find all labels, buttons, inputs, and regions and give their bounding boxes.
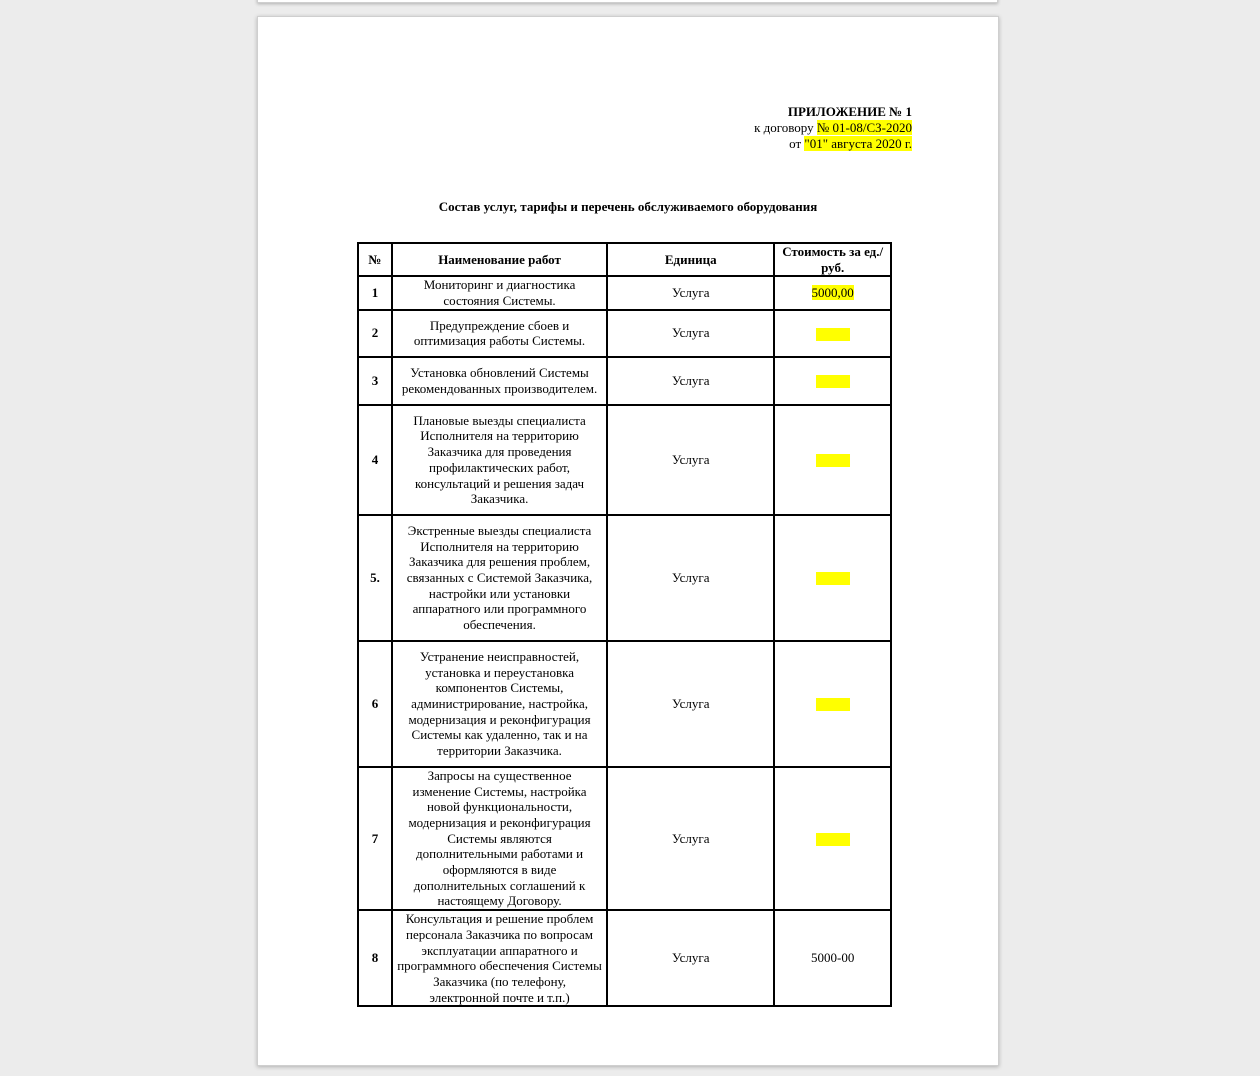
row-number: 7 <box>358 767 392 910</box>
contract-prefix: к договору <box>754 120 817 135</box>
row-price-cell <box>774 276 891 309</box>
row-unit: Услуга <box>607 405 774 515</box>
table-body <box>358 276 891 1006</box>
row-work-name: Установка обновлений Системы рекомендованных производителем. <box>392 357 607 405</box>
row-work-name: Мониторинг и диагностика состояния Системы. <box>392 276 607 309</box>
row-unit: Услуга <box>607 357 774 405</box>
row-work-name: Предупреждение сбоев и оптимизация работы Системы. <box>392 310 607 357</box>
document-title: Состав услуг, тарифы и перечень обслуживаемого оборудования <box>438 199 818 214</box>
header-price: Стоимость за ед./руб. <box>774 243 891 276</box>
date-prefix: от <box>789 136 805 151</box>
table-row <box>358 405 891 515</box>
row-unit: Услуга <box>607 276 774 309</box>
row-unit: Услуга <box>607 310 774 357</box>
row-number: 8 <box>358 910 392 1006</box>
row-number: 6 <box>358 641 392 767</box>
row-unit: Услуга <box>607 515 774 641</box>
contract-line <box>754 120 912 136</box>
row-work-name: Плановые выезды специалиста Исполнителя на территорию Заказчика для проведения профилактических работ, консультаций и решения задач Заказчика. <box>392 405 607 515</box>
previous-page-edge <box>257 0 998 3</box>
row-number: 3 <box>358 357 392 405</box>
row-number: 2 <box>358 310 392 357</box>
table-row <box>358 515 891 641</box>
row-price-cell <box>774 641 891 767</box>
row-price-cell <box>774 767 891 910</box>
price-blank-highlight <box>816 328 850 341</box>
price-blank-highlight <box>816 833 850 846</box>
price-blank-highlight <box>816 698 850 711</box>
table-row <box>358 276 891 309</box>
contract-number: № 01-08/СЗ-2020 <box>816 120 912 135</box>
row-number: 1 <box>358 276 392 309</box>
row-number: 4 <box>358 405 392 515</box>
contract-date: "01" августа 2020 г. <box>804 136 912 151</box>
row-number: 5. <box>358 515 392 641</box>
row-price-cell <box>774 357 891 405</box>
table-row <box>358 910 891 1006</box>
table-row <box>358 357 891 405</box>
row-work-name: Экстренные выезды специалиста Исполнителя на территорию Заказчика для решения проблем, связанных с Системой Заказчика, настройки или установки аппаратного или программного обеспечения. <box>392 515 607 641</box>
table-row <box>358 767 891 910</box>
table-row <box>358 641 891 767</box>
table-row <box>358 310 891 357</box>
price-blank-highlight <box>816 375 850 388</box>
row-unit: Услуга <box>607 910 774 1006</box>
document-page <box>257 16 999 1066</box>
row-price: 5000-00 <box>810 950 855 966</box>
header-num: № <box>358 243 392 276</box>
price-blank-highlight <box>816 454 850 467</box>
header-name: Наименование работ <box>392 243 607 276</box>
row-price-cell <box>774 910 891 1006</box>
row-unit: Услуга <box>607 641 774 767</box>
row-work-name: Запросы на существенное изменение Системы, настройка новой функциональности, модернизация и реконфигурация Системы являются дополнительными работами и оформляются в виде дополнительных соглашений к настоящему Договору. <box>392 767 607 910</box>
date-line <box>754 136 912 152</box>
row-work-name: Устранение неисправностей, установка и переустановка компонентов Системы, администрирование, настройка, модернизация и реконфигурация Системы как удаленно, так и на территории Заказчика. <box>392 641 607 767</box>
appendix-header <box>754 104 912 152</box>
services-table <box>357 242 892 1007</box>
row-price-cell <box>774 405 891 515</box>
row-price: 5000,00 <box>811 285 854 301</box>
row-work-name: Консультация и решение проблем персонала Заказчика по вопросам эксплуатации аппаратного и программного обеспечения Системы Заказчика (по телефону, электронной почте и т.п.) <box>392 910 607 1006</box>
header-unit: Единица <box>607 243 774 276</box>
row-price-cell <box>774 515 891 641</box>
row-unit: Услуга <box>607 767 774 910</box>
table-header-row <box>358 243 891 276</box>
appendix-title: ПРИЛОЖЕНИЕ № 1 <box>787 104 912 119</box>
row-price-cell <box>774 310 891 357</box>
price-blank-highlight <box>816 572 850 585</box>
